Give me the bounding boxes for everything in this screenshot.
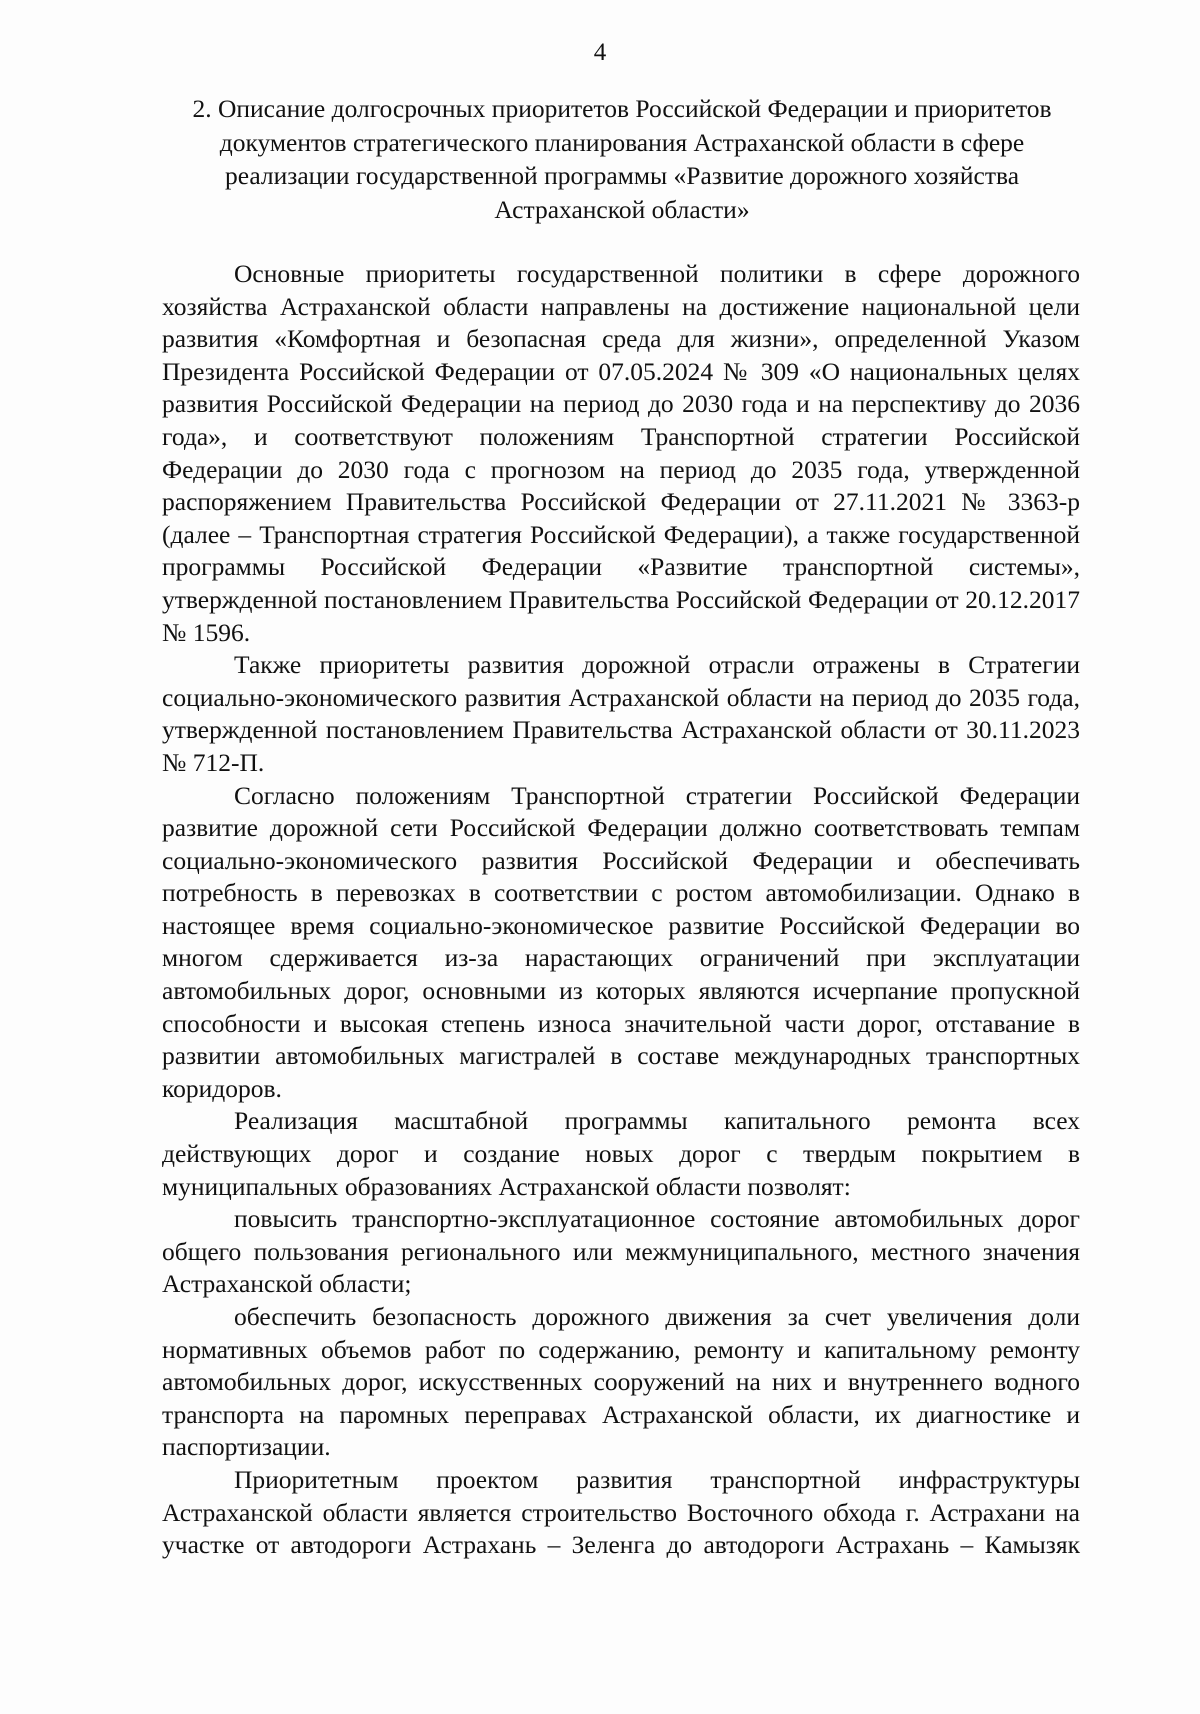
- paragraph-transport-strategy: Согласно положениям Транспортной стратегии Российской Федерации развитие дорожной сети Российской Федерации должно соответствовать темпам социально-экономического развития Российской Федерации и обеспечивать потребность в перевозках в соответствии с ростом автомобилизации. Однако в настоящее время социально-экономическое развитие Российской Федерации во многом сдерживается из-за нарастающих ограничений при эксплуатации автомобильных дорог, основными из которых являются исчерпание пропускной способности и высокая степень износа значительной части дорог, отставание в развитии автомобильных магистралей в составе международных транспортных коридоров.: [162, 780, 1080, 1103]
- paragraph-priorities: Основные приоритеты государственной политики в сфере дорожного хозяйства Астраханской области направлены на достижение национальной цели развития «Комфортная и безопасная среда для жизни», определенной Указом Президента Российской Федерации от 07.05.2024 № 309 «О национальных целях развития Российской Федерации на период до 2030 года и на перспективу до 2036 года», и соответствуют положениям Транспортной стратегии Российской Федерации до 2030 года с прогнозом на период до 2035 года, утвержденной распоряжением Правительства Российской Федерации от 27.11.2021 № 3363-р (далее – Транспортная стратегия Российской Федерации), а также государственной программы Российской Федерации «Развитие транспортной системы», утвержденной постановлением Правительства Российской Федерации от 20.12.2017 № 1596.: [162, 259, 1080, 647]
- list-item-road-safety: обеспечить безопасность дорожного движения за счет увеличения доли нормативных объемов работ по содержанию, ремонту и капитальному ремонту автомобильных дорог, искусственных сооружений на них и внутреннего водного транспорта на паромных переправах Астраханской области, их диагностике и паспортизации.: [162, 1302, 1080, 1462]
- section-title: 2. Описание долгосрочных приоритетов Российской Федерации и приоритетов документов стратегического планирования Астраханской области в сфере реализации государственной программы «Развитие дорожного хозяйства Астраханской области»: [192, 94, 1052, 224]
- paragraph-regional-strategy: Также приоритеты развития дорожной отрасли отражены в Стратегии социально-экономического развития Астраханской области на период до 2035 года, утвержденной постановлением Правительства Астраханской области от 30.11.2023 № 712-П.: [162, 650, 1080, 777]
- page-number: 4: [593, 39, 607, 66]
- paragraph-priority-project: Приоритетным проектом развития транспортной инфраструктуры Астраханской области является строительство Восточного обхода г. Астрахани на участке от автодороги Астрахань – Зеленга до автодороги Астрахань – Камызяк: [162, 1464, 1080, 1560]
- paragraph-repair-program: Реализация масштабной программы капитального ремонта всех действующих дорог и создание новых дорог с твердым покрытием в муниципальных образованиях Астраханской области позволят:: [162, 1106, 1080, 1201]
- list-item-road-condition: повысить транспортно-эксплуатационное состояние автомобильных дорог общего пользования регионального или межмуниципального, местного значения Астраханской области;: [162, 1204, 1080, 1299]
- body-text: [162, 258, 1080, 1562]
